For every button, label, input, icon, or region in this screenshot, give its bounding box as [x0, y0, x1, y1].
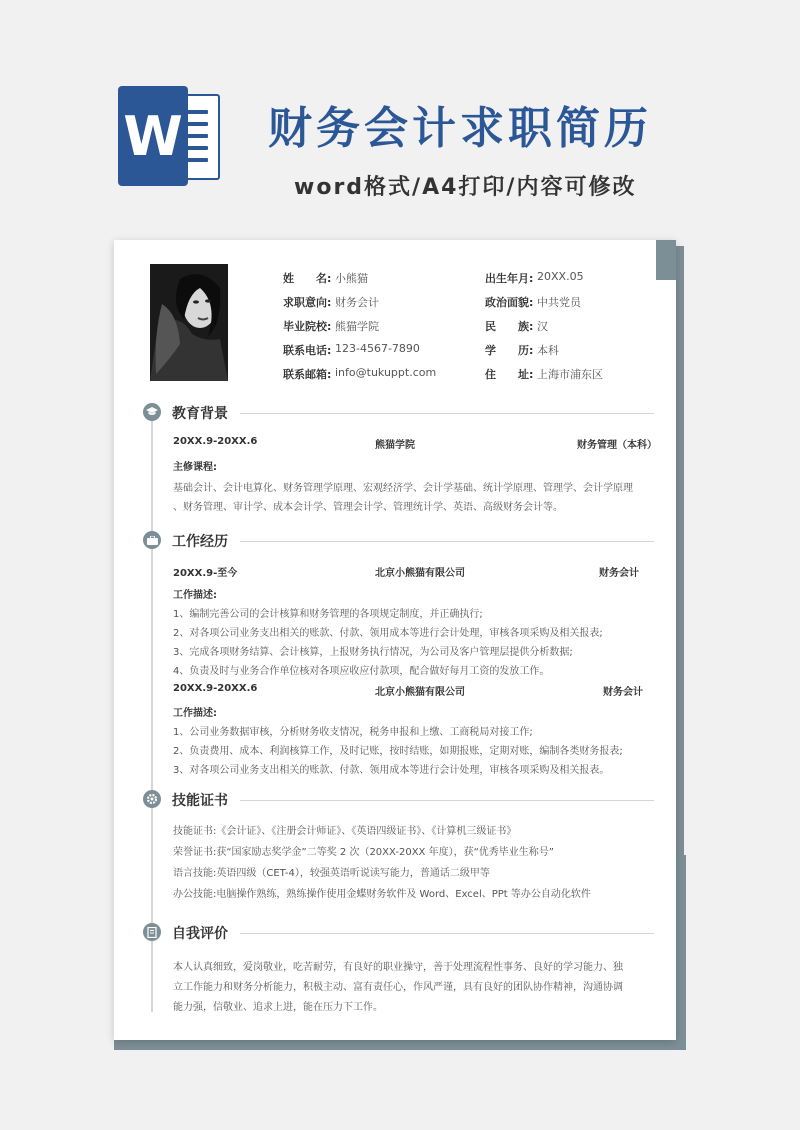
info-row: 民 族: 汉: [485, 320, 548, 333]
job-desc-label: 工作描述:: [173, 708, 217, 719]
education-major: 财务管理（本科）: [577, 440, 657, 451]
word-document-icon: W: [118, 86, 228, 186]
graduation-cap-icon: [143, 403, 161, 421]
job-company: 北京小熊猫有限公司: [375, 687, 465, 698]
banner: [0, 0, 800, 220]
job-desc-item: 3、完成各项财务结算、会计核算，上报财务执行情况，为公司及客户管理层提供分析数据;: [173, 647, 573, 658]
courses-text: 、财务管理、审计学、成本会计学、管理会计学、管理统计学、英语、高级财务会计等。: [173, 502, 563, 513]
skills-line: 语言技能:英语四级（CET-4），较强英语听说读写能力，普通话二级甲等: [173, 868, 490, 879]
info-row: 姓 名: 小熊猫: [283, 272, 368, 285]
job-desc-item: 3、对各项公司业务支出相关的账款、付款、领用成本等进行会计处理，审核各项采购及相关报表。: [173, 765, 610, 776]
section-divider: [240, 541, 654, 542]
self-eval-line: 本人认真细致，爱岗敬业，吃苦耐劳，有良好的职业操守，善于处理流程性事务、良好的学习能力、独: [173, 962, 623, 973]
info-row: 求职意向: 财务会计: [283, 296, 379, 309]
section-divider: [240, 933, 654, 934]
job-period: 20XX.9-20XX.6: [173, 683, 258, 694]
self-eval-line: 立工作能力和财务分析能力，积极主动、富有责任心，作风严谨，具有良好的团队协作精神，沟通协调: [173, 982, 623, 993]
skills-line: 荣誉证书:获“国家励志奖学金”二等奖 2 次（20XX-20XX 年度），获“优秀毕业生称号”: [173, 847, 554, 858]
info-row: 政治面貌: 中共党员: [485, 296, 581, 309]
section-title-skills: 技能证书: [172, 793, 228, 809]
info-row: 联系邮箱: info@tukuppt.com: [283, 366, 437, 381]
info-row: 毕业院校: 熊猫学院: [283, 320, 379, 333]
banner-title: 财务会计求职简历: [268, 103, 652, 154]
banner-subtitle: word格式/A4打印/内容可修改: [294, 175, 637, 200]
section-divider: [240, 800, 654, 801]
job-role: 财务会计: [599, 568, 639, 579]
courses-text: 基础会计、会计电算化、财务管理学原理、宏观经济学、会计学基础、统计学原理、管理学、会计学原理: [173, 483, 633, 494]
education-school: 熊猫学院: [375, 440, 415, 451]
profile-photo: [150, 264, 228, 381]
job-company: 北京小熊猫有限公司: [375, 568, 465, 579]
notebook-icon: [143, 923, 161, 941]
gear-icon: [143, 790, 161, 808]
section-title-self: 自我评价: [172, 926, 228, 942]
info-row: 学 历: 本科: [485, 344, 559, 357]
job-role: 财务会计: [603, 687, 643, 698]
section-title-education: 教育背景: [172, 406, 228, 422]
timeline-line: [151, 412, 153, 1012]
profile-info-left: [283, 270, 436, 390]
section-title-work: 工作经历: [172, 534, 228, 550]
job-period: 20XX.9-至今: [173, 568, 238, 579]
info-row: 联系电话: 123-4567-7890: [283, 342, 420, 357]
education-period: 20XX.9-20XX.6: [173, 436, 258, 447]
job-desc-label: 工作描述:: [173, 590, 217, 601]
section-divider: [240, 413, 654, 414]
decor-band: [676, 855, 686, 1045]
info-row: 住 址: 上海市浦东区: [485, 368, 603, 381]
briefcase-icon: [143, 531, 161, 549]
skills-line: 办公技能:电脑操作熟练，熟练操作使用金蝶财务软件及 Word、Excel、PPt 等办公自动化软件: [173, 889, 591, 900]
job-desc-item: 1、编制完善公司的会计核算和财务管理的各项规定制度，并正确执行;: [173, 609, 483, 620]
self-eval-line: 能力强，信敬业、追求上进，能在压力下工作。: [173, 1002, 383, 1013]
profile-info-right: [485, 270, 603, 390]
courses-label: 主修课程:: [173, 462, 217, 473]
skills-line: 技能证书:《会计证》、《注册会计师证》、《英语四级证书》、《计算机三级证书》: [173, 826, 517, 837]
job-desc-item: 2、对各项公司业务支出相关的账款、付款、领用成本等进行会计处理，审核各项采购及相关报表;: [173, 628, 603, 639]
info-row: 出生年月: 20XX.05: [485, 270, 584, 285]
job-desc-item: 2、负责费用、成本、利润核算工作，及时记账，按时结账，如期报账，定期对账，编制各类财务报表;: [173, 746, 623, 757]
job-desc-item: 4、负责及时与业务合作单位核对各项应收应付款项，配合做好每月工资的发放工作。: [173, 666, 550, 677]
job-desc-item: 1、公司业务数据审核，分析财务收支情况，税务申报和上缴、工商税局对接工作;: [173, 727, 533, 738]
decor-tab: [656, 240, 676, 280]
